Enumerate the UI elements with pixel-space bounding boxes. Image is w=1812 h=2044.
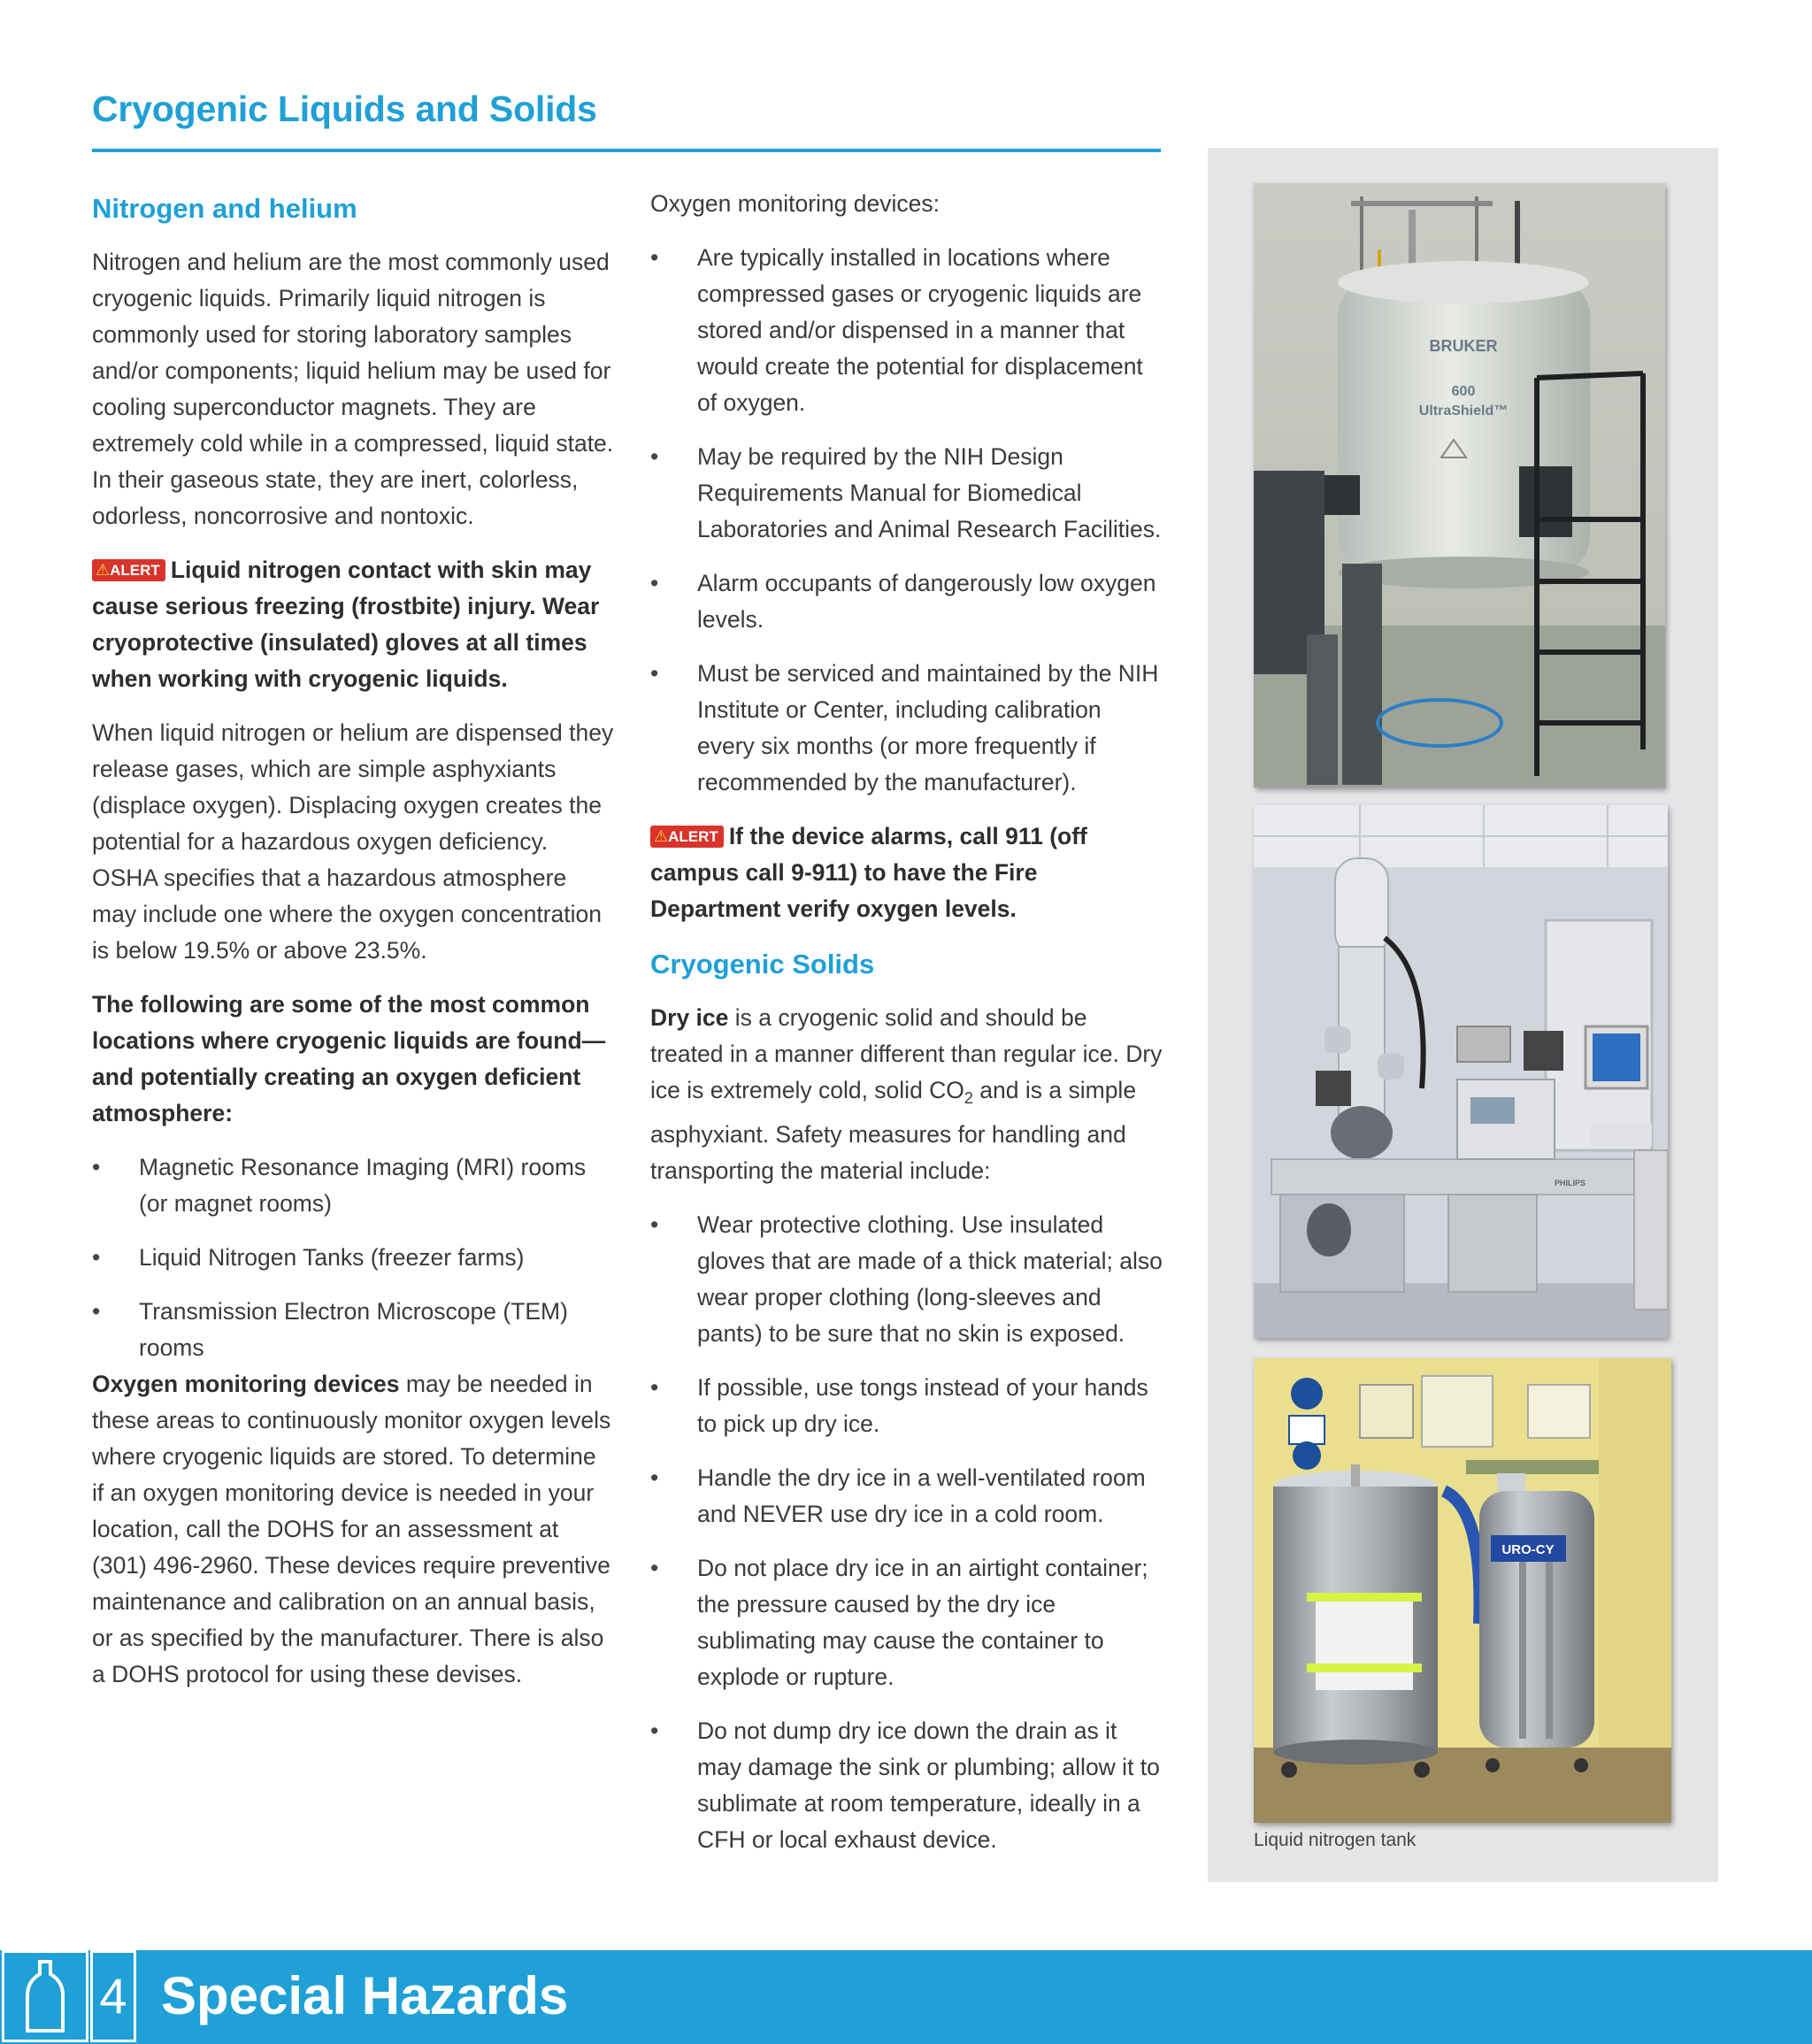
magnet-line: UltraShield™: [1418, 403, 1509, 419]
column-left: [92, 186, 614, 1693]
chapter-number: 4: [90, 1950, 136, 2042]
monitor-paragraph: [92, 1366, 614, 1693]
dry-ice-text-a: is a cryogenic solid and should be treated in a manner different than regular ice. Dry ice is extremely cold, solid CO: [650, 1004, 1163, 1103]
list-item: • Magnetic Resonance Imaging (MRI) rooms (or magnet rooms): [92, 1149, 614, 1222]
monitor-text: may be needed in these areas to continuously monitor oxygen levels where cryogenic liquids are stored. To determine if an oxygen monitoring device is needed in your location, call the DOHS for an assessment at (301) 496-2960. These devices require preventive maintenance and calibration on an annual basis, or as specified by the manufacturer. There is also a DOHS protocol for using these devises.: [92, 1371, 611, 1687]
list-item: • Wear protective clothing. Use insulated gloves that are made of a thick material; also wear proper clothing (long-sleeves and pants) to be sure that no skin is exposed.: [650, 1207, 1163, 1352]
list-item: • May be required by the NIH Design Requirements Manual for Biomedical Laboratories and Animal Research Facilities.: [650, 439, 1163, 548]
monitor-bold: Oxygen monitoring devices: [92, 1371, 400, 1397]
ln2-tank-image: [1254, 1358, 1671, 1823]
alert-skin: [92, 552, 614, 697]
photo-ln2-tanks: [1254, 1358, 1671, 1823]
heading-cryogenic-solids: Cryogenic Solids: [650, 949, 875, 980]
list-item: • Do not dump dry ice down the drain as it may damage the sink or plumbing; allow it to sublimate at room temperature, ideally in a CFH or local exhaust device.: [650, 1713, 1163, 1858]
list-item: • Are typically installed in locations where compressed gases or cryogenic liquids are stored and/or dispensed in a manner that would create the potential for displacement of oxygen.: [650, 240, 1163, 421]
dry-ice-bold: Dry ice: [650, 1004, 729, 1031]
measures-list: [650, 1207, 1163, 1858]
dispense-paragraph: When liquid nitrogen or helium are dispensed they release gases, which are simple asphyxiants (displace oxygen). Displacing oxygen creates the potential for a hazardous oxygen deficiency. OSHA specifies that a hazardous atmosphere may include one where the oxygen concentration is below 19.5% or above 23.5%.: [92, 719, 614, 964]
devices-intro: Oxygen monitoring devices:: [650, 190, 940, 217]
list-item: • Must be serviced and maintained by the NIH Institute or Center, including calibration every six months (or more frequently if recommended by the manufacturer).: [650, 656, 1163, 801]
photo-caption: Liquid nitrogen tank: [1254, 1830, 1417, 1850]
footer-bar: [0, 1950, 1812, 2044]
list-item: • Handle the dry ice in a well-ventilated room and NEVER use dry ice in a cold room.: [650, 1460, 1163, 1533]
alert-text: If the device alarms, call 911 (off campus call 9-911) to have the Fire Department verify oxygen levels.: [650, 823, 1087, 922]
list-item: • Do not place dry ice in an airtight container; the pressure caused by the dry ice sublimating may cause the container to explode or rupture.: [650, 1550, 1163, 1695]
list-item: • Transmission Electron Microscope (TEM) rooms: [92, 1294, 614, 1366]
tem-brand: PHILIPS: [1555, 1179, 1586, 1187]
alert-text: Liquid nitrogen contact with skin may cause serious freezing (frostbite) injury. Wear cryoprotective (insulated) gloves at all times when working with cryogenic liquids.: [92, 557, 600, 692]
heading-nitrogen-helium: Nitrogen and helium: [92, 193, 357, 224]
column-middle: [650, 186, 1163, 1876]
photo-nmr-magnet: [1254, 183, 1665, 788]
magnet-model: 600: [1451, 384, 1476, 399]
alert-label: ALERT: [110, 562, 160, 579]
magnet-brand: BRUKER: [1429, 337, 1498, 355]
intro-paragraph: Nitrogen and helium are the most commonly used cryogenic liquids. Primarily liquid nitrogen is commonly used for storing laboratory samples and/or components; liquid helium may be used for cooling superconductor magnets. They are extremely cold while in a compressed, liquid state. In their gaseous state, they are inert, colorless, odorless, noncorrosive and nontoxic.: [92, 249, 614, 529]
dry-ice-text-b: and is a simple asphyxiant. Safety measures for handling and transporting the material include:: [650, 1077, 1137, 1184]
locations-list: [92, 1149, 614, 1366]
gas-cylinder-icon: [4, 1953, 86, 2040]
alert-label: ALERT: [668, 828, 718, 845]
title-rule: [92, 149, 1161, 152]
footer-icon-box: [2, 1950, 88, 2042]
subscript-2: 2: [964, 1089, 973, 1107]
alert-badge: [92, 559, 165, 581]
nmr-magnet-image: [1254, 183, 1665, 788]
page-title: Cryogenic Liquids and Solids: [92, 88, 597, 129]
tem-image: [1254, 805, 1668, 1338]
list-item: • If possible, use tongs instead of your hands to pick up dry ice.: [650, 1370, 1163, 1442]
warning-icon: ⚠: [654, 827, 669, 845]
warning-icon: ⚠: [96, 561, 111, 579]
list-item: • Liquid Nitrogen Tanks (freezer farms): [92, 1240, 614, 1276]
devices-list: [650, 240, 1163, 801]
dry-ice-paragraph: [650, 1000, 1163, 1189]
chapter-title: Special Hazards: [161, 1966, 569, 2025]
alert-device: [650, 818, 1163, 927]
photo-tem: [1254, 805, 1668, 1338]
alert-badge: [650, 826, 724, 848]
tank-label: URO-CY: [1501, 1542, 1555, 1557]
locations-intro: The following are some of the most common locations where cryogenic liquids are found—and potentially creating an oxygen deficient atmosphere:: [92, 991, 606, 1126]
list-item: • Alarm occupants of dangerously low oxygen levels.: [650, 565, 1163, 638]
